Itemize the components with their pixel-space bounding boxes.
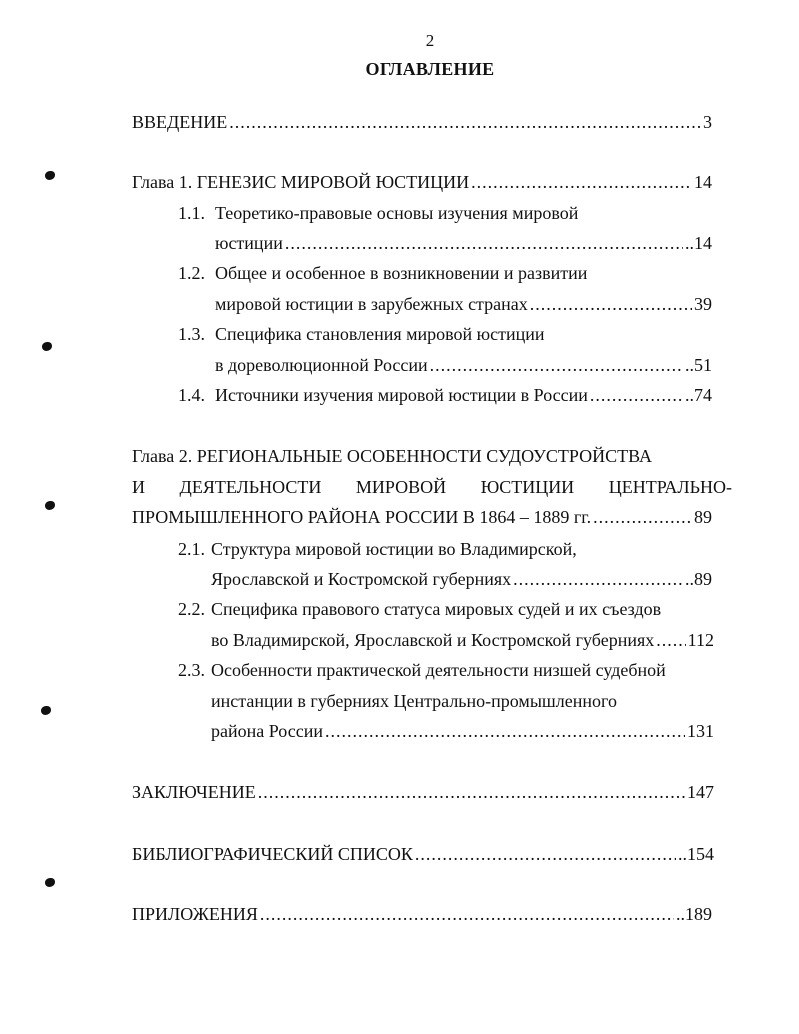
toc-entry-chapter-1[interactable] bbox=[0, 167, 799, 197]
toc-entry-page: 3 bbox=[703, 112, 712, 132]
toc-entry-label: мировой юстиции в зарубежных странах bbox=[215, 294, 528, 314]
toc-entry-chapter-2-line-3[interactable] bbox=[0, 502, 799, 532]
leader-dots bbox=[471, 167, 692, 197]
toc-entry-page: 14 bbox=[694, 172, 712, 192]
toc-entry-label: ВВЕДЕНИЕ bbox=[132, 112, 228, 132]
toc-entry-label: юстиции bbox=[215, 233, 283, 253]
toc-entry-page: ..154 bbox=[678, 844, 714, 864]
toc-entry-label: БИБЛИОГРАФИЧЕСКИЙ СПИСОК bbox=[132, 844, 413, 864]
toc-entry-label: ПРОМЫШЛЕННОГО РАЙОНА РОССИИ В 1864 – 1889 гг. bbox=[132, 507, 592, 527]
leader-dots bbox=[258, 777, 685, 807]
toc-entry-bibliography[interactable] bbox=[0, 839, 799, 869]
toc-entry-label: ПРИЛОЖЕНИЯ bbox=[132, 904, 258, 924]
leader-dots bbox=[430, 350, 683, 380]
toc-entry-section-1-2-cont[interactable] bbox=[0, 289, 799, 319]
toc-entry-label: Глава 1. ГЕНЕЗИС МИРОВОЙ ЮСТИЦИИ bbox=[132, 172, 470, 192]
leader-dots bbox=[590, 380, 683, 410]
toc-entry-label: Общее и особенное в возникновении и развитии bbox=[215, 263, 588, 283]
toc-entry-page: ..14 bbox=[685, 233, 712, 253]
toc-entry-page: ..51 bbox=[685, 355, 712, 375]
toc-entry-page: 89 bbox=[694, 507, 712, 527]
toc-entry-section-1-1[interactable] bbox=[0, 198, 799, 228]
toc-entry-section-2-2[interactable] bbox=[0, 594, 799, 624]
page-title: ОГЛАВЛЕНИЕ bbox=[365, 59, 495, 79]
toc-entry-chapter-2[interactable] bbox=[0, 441, 799, 471]
section-number: 1.1. bbox=[178, 203, 205, 223]
toc-entry-section-2-1[interactable] bbox=[0, 534, 799, 564]
toc-entry-page: 131 bbox=[687, 721, 714, 741]
toc-entry-label: инстанции в губерниях Центрально-промышленного bbox=[211, 691, 617, 711]
toc-entry-label: Структура мировой юстиции во Владимирской, bbox=[211, 539, 577, 559]
leader-dots bbox=[229, 107, 701, 137]
toc-entry-section-2-2-cont[interactable] bbox=[0, 625, 799, 655]
leader-dots bbox=[260, 899, 674, 929]
toc-entry-section-2-3-cont-2[interactable] bbox=[0, 716, 799, 746]
toc-entry-label: Специфика становления мировой юстиции bbox=[215, 324, 545, 344]
toc-entry-section-2-1-cont[interactable] bbox=[0, 564, 799, 594]
toc-entry-section-2-3[interactable] bbox=[0, 655, 799, 685]
toc-entry-label: Источники изучения мировой юстиции в России bbox=[215, 385, 588, 405]
toc-entry-page: 39 bbox=[694, 294, 712, 314]
toc-entry-label: Специфика правового статуса мировых судей и их съездов bbox=[211, 599, 662, 619]
toc-entry-page: ..74 bbox=[685, 385, 712, 405]
toc-word: ЦЕНТРАЛЬНО- bbox=[608, 477, 732, 497]
toc-entry-section-1-2[interactable] bbox=[0, 258, 799, 288]
section-number: 1.4. bbox=[178, 385, 205, 405]
toc-entry-label: района России bbox=[211, 721, 323, 741]
section-number: 2.3. bbox=[178, 660, 205, 680]
section-number: 1.2. bbox=[178, 263, 205, 283]
toc-entry-page: 147 bbox=[687, 782, 714, 802]
section-number: 1.3. bbox=[178, 324, 205, 344]
leader-dots bbox=[285, 228, 683, 258]
toc-entry-page: ..89 bbox=[685, 569, 712, 589]
toc-entry-label: ЗАКЛЮЧЕНИЕ bbox=[132, 782, 256, 802]
toc-entry-page: 112 bbox=[687, 630, 714, 650]
section-number: 2.1. bbox=[178, 539, 205, 559]
leader-dots bbox=[593, 502, 692, 532]
toc-word: ДЕЯТЕЛЬНОСТИ bbox=[179, 477, 322, 497]
scan-mark bbox=[45, 878, 55, 887]
leader-dots bbox=[325, 716, 685, 746]
toc-entry-intro[interactable] bbox=[0, 107, 799, 137]
leader-dots bbox=[530, 289, 692, 319]
toc-entry-appendix[interactable] bbox=[0, 899, 799, 929]
toc-entry-section-1-3-cont[interactable] bbox=[0, 350, 799, 380]
toc-word: МИРОВОЙ bbox=[355, 477, 447, 497]
section-number: 2.2. bbox=[178, 599, 205, 619]
toc-entry-chapter-2-line-2[interactable] bbox=[0, 472, 799, 502]
toc-word: ЮСТИЦИИ bbox=[480, 477, 575, 497]
toc-entry-section-2-3-cont[interactable] bbox=[0, 686, 799, 716]
toc-entry-label: Ярославской и Костромской губерниях bbox=[211, 569, 512, 589]
toc-entry-section-1-3[interactable] bbox=[0, 319, 799, 349]
toc-entry-label: Глава 2. РЕГИОНАЛЬНЫЕ ОСОБЕННОСТИ СУДОУСТРОЙСТВА bbox=[132, 446, 652, 466]
toc-entry-label: Особенности практической деятельности низшей судебной bbox=[211, 660, 666, 680]
toc-entry-label: в дореволюционной России bbox=[215, 355, 428, 375]
page-number: 2 bbox=[425, 31, 435, 50]
toc-word: И bbox=[132, 477, 145, 497]
toc-entry-label: Теоретико-правовые основы изучения мировой bbox=[215, 203, 579, 223]
toc-entry-section-1-1-cont[interactable] bbox=[0, 228, 799, 258]
toc-entry-conclusion[interactable] bbox=[0, 777, 799, 807]
leader-dots bbox=[656, 625, 685, 655]
leader-dots bbox=[513, 564, 683, 594]
toc-entry-section-1-4[interactable] bbox=[0, 380, 799, 410]
toc-entry-label: во Владимирской, Ярославской и Костромской губерниях bbox=[211, 630, 655, 650]
leader-dots bbox=[415, 839, 676, 869]
toc-entry-page: ..189 bbox=[676, 904, 712, 924]
